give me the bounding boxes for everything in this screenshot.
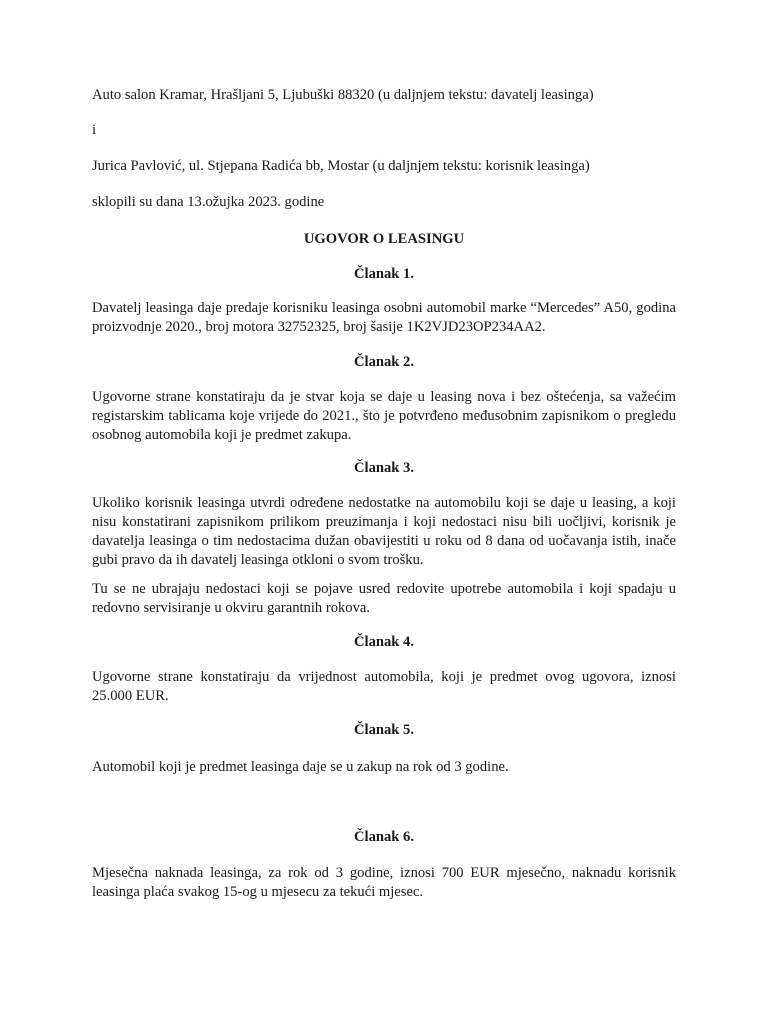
- lessee-party-line: Jurica Pavlović, ul. Stjepana Radića bb, Mostar (u daljnjem tekstu: korisnik leasinga): [92, 158, 590, 174]
- conjunction-line: i: [92, 122, 97, 138]
- article-6-paragraph: Mjesečna naknada leasinga, za rok od 3 godine, iznosi 700 EUR mjesečno, naknadu korisnik leasinga plaća svakog 15-og u mjesecu za tekući mjesec.: [92, 865, 676, 900]
- article-1-heading: Članak 1.: [353, 266, 414, 282]
- article-2-paragraph: Ugovorne strane konstatiraju da je stvar koja se daje u leasing nova i bez oštećenja, sa važećim registarskim tablicama koje vrijede do 2021., što je potvrđeno međusobnim zapisnikom o pregledu osobnog automobila koji je predmet zakupa.: [92, 389, 676, 443]
- article-4-paragraph: Ugovorne strane konstatiraju da vrijednost automobila, koji je predmet ovog ugovora, iznosi 25.000 EUR.: [92, 669, 676, 704]
- article-3-paragraph-1: Ukoliko korisnik leasinga utvrdi određene nedostatke na automobilu koji se daje u leasing, a koji nisu konstatirani zapisnikom prilikom preuzimanja i koji nedostaci nisu bili uočljivi, korisnik je davatelja leasinga o tim nedostacima dužan obavijestiti u roku od 8 dana od uočavanja istih, inače gubi pravo da ih davatelj leasinga otkloni o svom trošku.: [92, 495, 676, 568]
- lessor-party-line: Auto salon Kramar, Hrašljani 5, Ljubuški 88320 (u daljnjem tekstu: davatelj leasinga): [92, 87, 594, 103]
- article-4-heading: Članak 4.: [353, 634, 414, 650]
- article-5-paragraph: Automobil koji je predmet leasinga daje se u zakup na rok od 3 godine.: [92, 759, 509, 775]
- concluded-date-line: sklopili su dana 13.ožujka 2023. godine: [92, 194, 325, 210]
- article-3-paragraph-2: Tu se ne ubrajaju nedostaci koji se pojave usred redovite upotrebe automobila i koji spadaju u redovno servisiranje u okviru garantnih rokova.: [92, 581, 676, 616]
- contract-title: UGOVOR O LEASINGU: [303, 231, 465, 247]
- article-1-paragraph: Davatelj leasinga daje predaje korisniku leasinga osobni automobil marke “Mercedes” A50, godina proizvodnje 2020., broj motora 32752325, broj šasije 1K2VJD23OP234AA2.: [92, 300, 676, 335]
- article-2-heading: Članak 2.: [353, 354, 414, 370]
- document-page: [92, 0, 676, 1024]
- article-3-heading: Članak 3.: [353, 460, 414, 476]
- article-5-heading: Članak 5.: [353, 722, 414, 738]
- article-6-heading: Članak 6.: [353, 829, 414, 845]
